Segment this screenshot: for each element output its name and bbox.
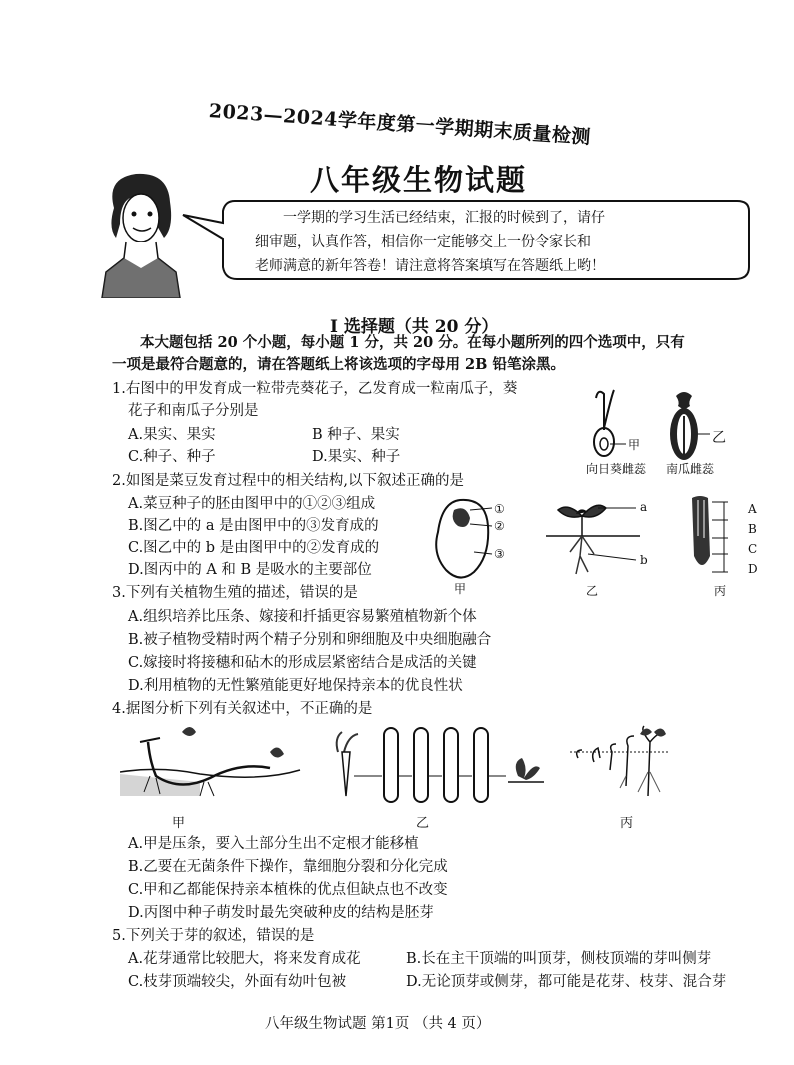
q4-option-a: A.甲是压条，要入土部分生出不定根才能移植 [128,836,419,852]
q1-stem-2: 花子和南瓜子分别是 [128,403,259,419]
q1-option-d: D.果实、种子 [312,449,401,465]
q1-option-a: A.果实、果实 [128,427,216,443]
q1-option-b: B 种子、果实 [312,427,400,443]
q5-option-a: A.花芽通常比较肥大，将来发育成花 [128,951,361,967]
section-title: I 选择题（共 20 分） [330,317,499,337]
q2-label-B: B [748,522,757,536]
q2-label-C: C [748,542,758,556]
q2-option-a: A.菜豆种子的胚由图甲中的①②③组成 [128,496,376,512]
q3-option-d: D.利用植物的无性繁殖能更好地保持亲本的优良性状 [128,678,463,694]
q2-label-D: D [748,562,758,576]
q2-stem: 2.如图是菜豆发育过程中的相关结构,以下叙述正确的是 [112,473,464,489]
q1-option-c: C.种子、种子 [128,449,216,465]
q2-bean-figure [430,496,770,586]
q1-label-yi: 乙 [712,430,726,446]
q1-label-jia: 甲 [628,438,641,452]
q4-option-d: D.丙图中种子萌发时最先突破种皮的结构是胚芽 [128,905,434,921]
q5-option-c: C.枝芽顶端较尖，外面有幼叶包被 [128,974,347,990]
q3-option-c: C.嫁接时将接穗和砧木的形成层紧密结合是成活的关键 [128,655,477,671]
teacher-illustration [96,168,186,298]
q2-label-jia: 甲 [454,582,467,596]
q5-stem: 5.下列关于芽的叙述，错误的是 [112,928,315,944]
q3-option-a: A.组织培养比压条、嫁接和扦插更容易繁殖植物新个体 [128,609,477,625]
q4-stem: 4.据图分析下列有关叙述中，不正确的是 [112,701,373,717]
q2-label-2: ② [494,519,505,533]
instruction-line-1: 本大题包括 20 个小题，每小题 1 分，共 20 分。在每小题所列的四个选项中，只有 [140,334,685,351]
q2-label-b: b [640,553,648,567]
q2-label-bing: 丙 [714,584,727,598]
q2-option-d: D.图丙中的 A 和 B 是吸水的主要部位 [128,562,372,578]
greeting-text: 一学期的学习生活已经结束，汇报的时候到了，请仔 细审题，认真作答，相信你一定能够交上一份令家长和 老师满意的新年答卷！请注意将答案填写在答题纸上哟！ [255,210,605,274]
q5-option-d: D.无论顶芽或侧芽，都可能是花芽、枝芽、混合芽 [406,974,727,990]
q1-pistil-figure [580,386,760,466]
q4-propagation-figure [120,722,680,812]
q2-option-b: B.图乙中的 a 是由图甲中的③发育成的 [128,518,379,534]
q4-option-c: C.甲和乙都能保持亲本植株的优点但缺点也不改变 [128,882,448,898]
q1-label-pumpkin: 南瓜雌蕊 [666,462,715,476]
q4-label-yi: 乙 [416,816,430,831]
q3-option-b: B.被子植物受精时两个精子分别和卵细胞及中央细胞融合 [128,632,492,648]
q3-stem: 3.下列有关植物生殖的描述，错误的是 [112,585,358,601]
instruction-line-2: 一项是最符合题意的，请在答题纸上将该选项的字母用 2B 铅笔涂黑。 [112,356,565,373]
q4-label-jia: 甲 [172,816,186,831]
q2-option-c: C.图乙中的 b 是由图甲中的②发育成的 [128,540,380,556]
q4-option-b: B.乙要在无菌条件下操作，靠细胞分裂和分化完成 [128,859,448,875]
q4-label-bing: 丙 [620,816,634,831]
exam-year-title: 2023—2024学年度第一学期期末质量检测 [208,99,592,149]
q2-label-3: ③ [494,547,505,561]
q2-label-A: A [748,502,757,516]
q5-option-b: B.长在主干顶端的叫顶芽，侧枝顶端的芽叫侧芽 [406,951,712,967]
q2-label-a: a [640,500,648,514]
q1-label-sunflower: 向日葵雌蕊 [586,462,647,476]
page-footer: 八年级生物试题 第1页 （共 4 页） [265,1016,491,1032]
q2-label-yi: 乙 [586,584,599,598]
exam-subject-title: 八年级生物试题 [310,163,528,197]
q2-label-1: ① [494,502,505,516]
q1-stem-1: 1.右图中的甲发育成一粒带壳葵花子，乙发育成一粒南瓜子，葵 [112,381,518,397]
